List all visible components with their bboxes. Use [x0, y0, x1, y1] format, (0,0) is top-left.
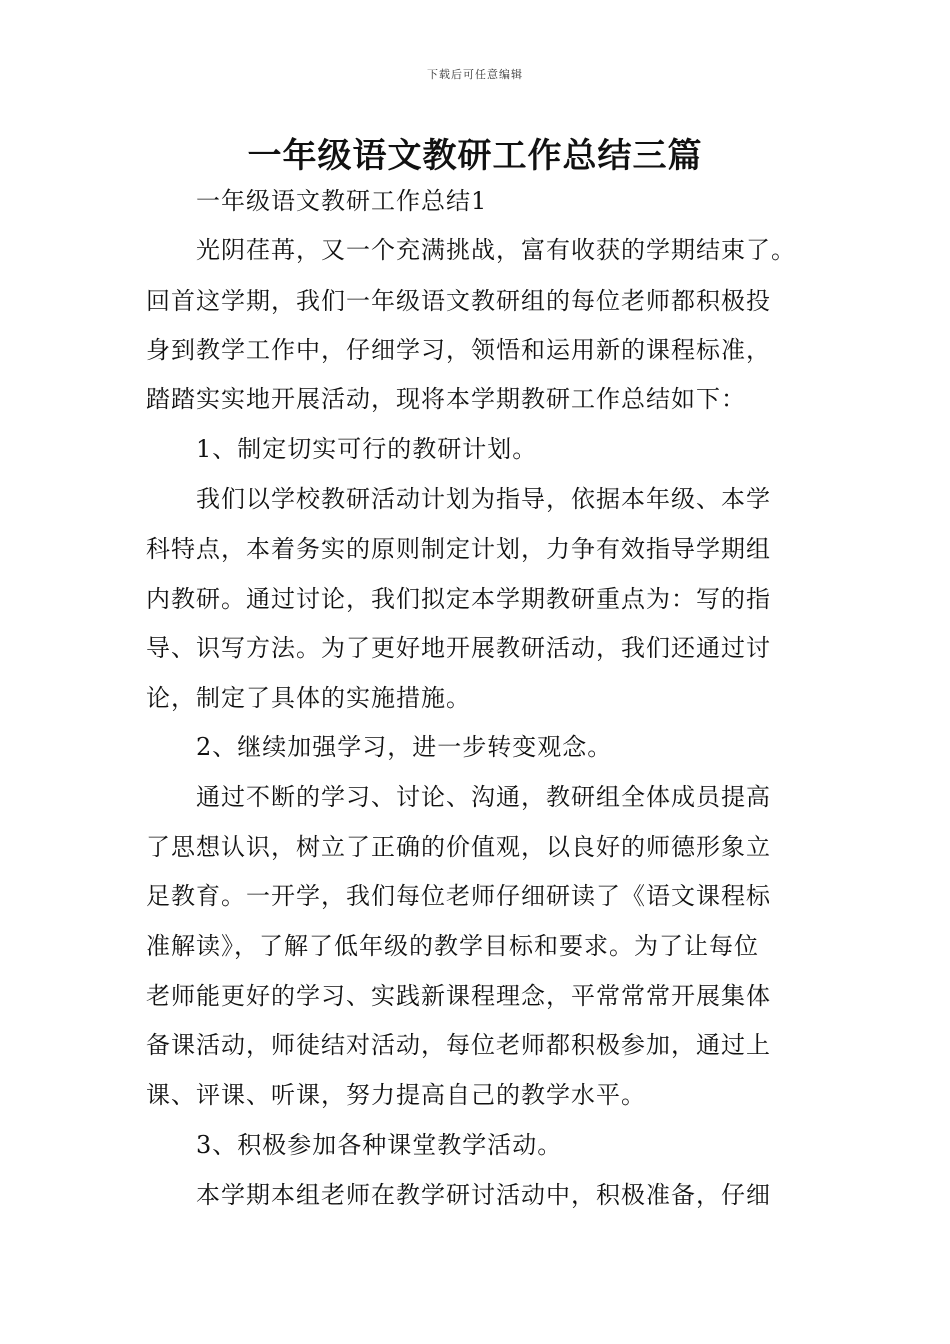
- section-heading-1: 一年级语文教研工作总结1: [196, 187, 488, 215]
- numbered-heading-3: 3、积极参加各种课堂教学活动。: [196, 1131, 563, 1159]
- paragraph-line: 准解读》，了解了低年级的教学目标和要求。为了让每位: [146, 932, 759, 960]
- paragraph-line: 踏踏实实地开展活动，现将本学期教研工作总结如下：: [146, 385, 746, 413]
- paragraph-line: 论，制定了具体的实施措施。: [146, 684, 471, 712]
- paragraph-line: 老师能更好的学习、实践新课程理念，平常常常开展集体: [146, 982, 771, 1010]
- numbered-heading-2: 2、继续加强学习，进一步转变观念。: [196, 733, 613, 761]
- paragraph-line: 了思想认识，树立了正确的价值观，以良好的师德形象立: [146, 833, 771, 861]
- paragraph-line: 通过不断的学习、讨论、沟通，教研组全体成员提高: [196, 783, 771, 811]
- paragraph-line: 课、评课、听课，努力提高自己的教学水平。: [146, 1081, 646, 1109]
- paragraph-line: 身到教学工作中，仔细学习，领悟和运用新的课程标准，: [146, 336, 771, 364]
- paragraph-line: 内教研。通过讨论，我们拟定本学期教研重点为：写的指: [146, 585, 771, 613]
- paragraph-line: 光阴荏苒，又一个充满挑战，富有收获的学期结束了。: [196, 236, 796, 264]
- document-title: 一年级语文教研工作总结三篇: [247, 136, 703, 176]
- header-note: 下载后可任意编辑: [427, 68, 523, 81]
- paragraph-line: 本学期本组老师在教学研讨活动中，积极准备，仔细: [196, 1181, 771, 1209]
- paragraph-line: 科特点，本着务实的原则制定计划，力争有效指导学期组: [146, 535, 771, 563]
- numbered-heading-1: 1、制定切实可行的教研计划。: [196, 435, 538, 463]
- paragraph-line: 备课活动，师徒结对活动，每位老师都积极参加，通过上: [146, 1031, 771, 1059]
- paragraph-line: 导、识写方法。为了更好地开展教研活动，我们还通过讨: [146, 634, 771, 662]
- paragraph-line: 回首这学期，我们一年级语文教研组的每位老师都积极投: [146, 287, 771, 315]
- paragraph-line: 我们以学校教研活动计划为指导，依据本年级、本学: [196, 485, 771, 513]
- paragraph-line: 足教育。一开学，我们每位老师仔细研读了《语文课程标: [146, 882, 771, 910]
